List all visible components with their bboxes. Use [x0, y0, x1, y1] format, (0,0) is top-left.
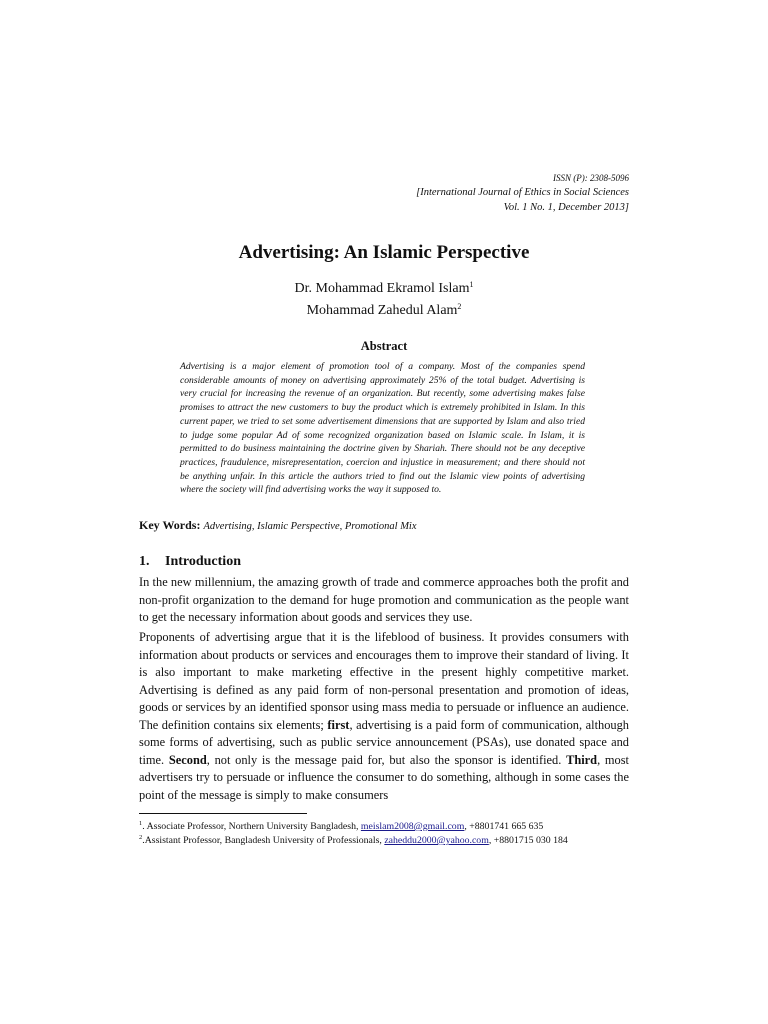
intro-paragraph-1: In the new millennium, the amazing growth of trade and commerce approaches both the profit and non-profit organization to the demand for huge promotion and communication as the people want to get the necessary information about goods and services they use. — [139, 575, 629, 624]
author-1-footnote-mark[interactable]: 1 — [469, 280, 474, 289]
paragraph-2-text-1: Proponents of advertising argue that it is the lifeblood of business. It provides consumers with information about products or services and encourages them to improve their standard of living. It is also important to make marketing effective in the present highly competitive market. Advertising is defined as any paid form of non-personal presentation and promotion of ideas, goods or services by an identified sponsor using mass media to persuade or influence an audience. The definition contains six elements; — [139, 630, 629, 732]
section-title: Introduction — [165, 554, 241, 569]
paragraph-2-bold-first: first — [327, 717, 350, 732]
paragraph-2-bold-third: Third — [566, 752, 598, 767]
author-2 — [0, 300, 768, 322]
paragraph-2-text-3: , not only is the message paid for, but also the sponsor is identified. — [206, 752, 567, 767]
author-list — [0, 278, 768, 322]
journal-name: [International Journal of Ethics in Social Sciences — [416, 187, 629, 198]
footnote-1-mark: 1 — [139, 820, 143, 827]
footnote-1-phone: , +8801741 665 635 — [464, 821, 544, 832]
section-heading-introduction — [139, 553, 629, 571]
footnote-1-text: . Associate Professor, Northern University Bangladesh, — [142, 821, 361, 832]
footnote-divider — [139, 813, 307, 814]
author-2-footnote-mark[interactable]: 2 — [457, 302, 462, 311]
author-1 — [0, 278, 768, 300]
footnote-1-email-link[interactable]: meislam2008@gmail.com — [360, 821, 465, 832]
keywords-label: Key Words: — [139, 518, 201, 532]
author-2-name: Mohammad Zahedul Alam — [306, 303, 458, 318]
footnote-2 — [139, 834, 629, 847]
keywords-text: Advertising, Islamic Perspective, Promotional Mix — [203, 521, 417, 532]
footnote-1 — [139, 820, 629, 833]
paper-title: Advertising: An Islamic Perspective — [238, 242, 530, 263]
paragraph-2-text-4: , most advertisers try to persuade or influence the consumer to do something, although in some cases the point of the message is simply to make consumers — [139, 752, 629, 802]
intro-paragraph-2 — [139, 629, 629, 804]
paragraph-2-text-2: , advertising is a paid form of communication, although some forms of advertising, such as public service announcement (PSAs), use donated space and time. — [139, 717, 629, 767]
paragraph-2-bold-second: Second — [168, 752, 207, 767]
journal-volume: Vol. 1 No. 1, December 2013] — [503, 202, 629, 213]
keywords-line — [139, 517, 629, 535]
author-1-name: Dr. Mohammad Ekramol Islam — [294, 281, 470, 296]
footnote-2-phone: , +8801715 030 184 — [488, 835, 568, 846]
journal-header — [209, 172, 629, 215]
journal-issn: ISSN (P): 2308-5096 — [553, 173, 629, 183]
abstract-body: Advertising is a major element of promotion tool of a company. Most of the companies spend considerable amounts of money on advertising approximately 25% of the total budget. Advertising is very crucial for increasing the revenue of an organization. But recently, some advertising makes false promises to attract the new customers to buy the product which is extremely prohibited in Islam. In this current paper, we tried to set some advertisement dimensions that are supported by Islam and also tried to judge some popular Ad of some recognized organization based on Islamic scale. In Islam, it is permitted to do business maintaining the doctrine given by Shariah. There should not be any deceptive practices, fraudulence, misrepresentation, coercion and injustice in measurement; and there should not be anything unfair. In this article the authors tried to find out the Islamic view points of advertising where the society will find advertising works the way it supposed to. — [180, 361, 585, 496]
abstract-heading: Abstract — [360, 339, 408, 353]
section-number: 1. — [139, 554, 150, 569]
footnote-2-email-link[interactable]: zaheddu2000@yahoo.com — [384, 835, 489, 846]
footnote-2-text: .Assistant Professor, Bangladesh University of Professionals, — [142, 835, 385, 846]
footnote-2-mark: 2 — [139, 834, 143, 841]
